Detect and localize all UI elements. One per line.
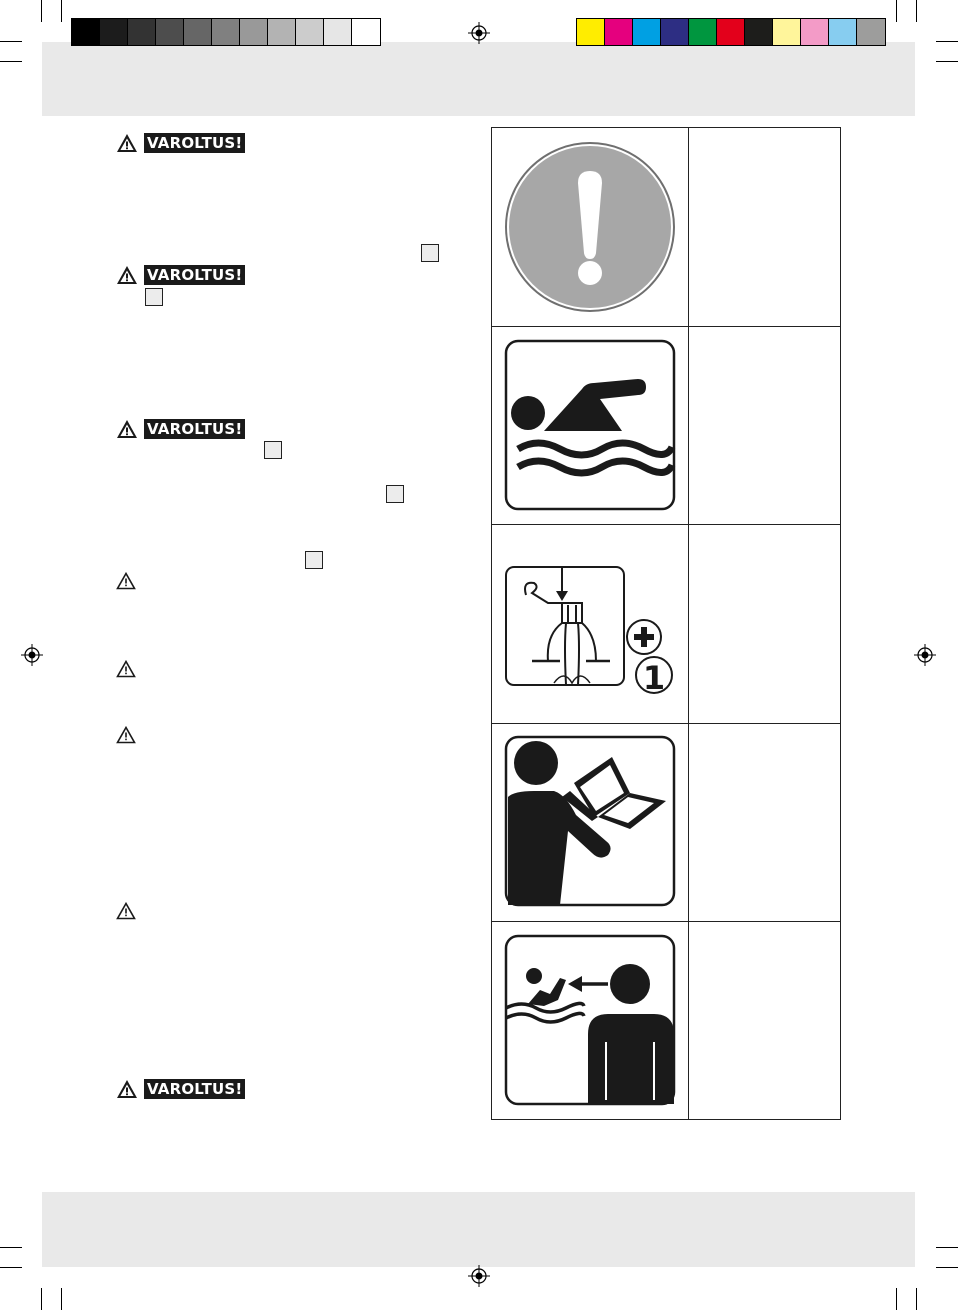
warning-triangle-icon: [116, 419, 138, 439]
color-swatch: [633, 19, 661, 45]
color-swatch: [689, 19, 717, 45]
valve-icon: [504, 565, 678, 695]
color-swatch: [240, 19, 268, 45]
table-divider: [688, 128, 689, 1119]
caution-triangle-icon: [116, 902, 136, 920]
warning-triangle-icon: [116, 133, 138, 153]
warning-label: VAROLTUS!: [144, 1079, 245, 1099]
crop-mark: [936, 1267, 958, 1268]
supervise-child-icon: [504, 934, 676, 1106]
exclamation-icon: [504, 141, 676, 313]
crop-mark: [916, 1288, 917, 1310]
color-swatch: [268, 19, 296, 45]
registration-mark-icon: [21, 644, 43, 666]
crop-mark: [916, 0, 917, 22]
crop-mark: [41, 1288, 42, 1310]
color-swatch: [156, 19, 184, 45]
crop-mark: [61, 1288, 62, 1310]
warning-tag: [116, 265, 245, 285]
registration-mark-icon: [468, 1265, 490, 1287]
caution-triangle-icon: [116, 572, 136, 590]
read-manual-icon: [504, 735, 676, 907]
crop-mark: [0, 1267, 22, 1268]
crop-mark: [936, 61, 958, 62]
color-swatch: [324, 19, 352, 45]
color-swatch: [661, 19, 689, 45]
color-swatch: [212, 19, 240, 45]
swimmer-icon: [504, 339, 676, 511]
color-swatch: [577, 19, 605, 45]
color-swatch: [128, 19, 156, 45]
caution-triangle-icon: [116, 726, 136, 744]
crop-mark: [896, 1288, 897, 1310]
color-swatch: [801, 19, 829, 45]
warning-tag: [116, 419, 245, 439]
color-swatch: [605, 19, 633, 45]
crop-mark: [936, 1247, 958, 1248]
color-swatch: [829, 19, 857, 45]
reference-box: [421, 244, 439, 262]
reference-box: [264, 441, 282, 459]
crop-mark: [896, 0, 897, 22]
registration-mark-icon: [468, 22, 490, 44]
warning-label: VAROLTUS!: [144, 133, 245, 153]
table-divider: [492, 524, 840, 525]
crop-mark: [41, 0, 42, 22]
color-swatch: [184, 19, 212, 45]
warning-triangle-icon: [116, 1079, 138, 1099]
crop-mark: [61, 0, 62, 22]
table-divider: [492, 326, 840, 327]
safety-pictogram-table: [491, 127, 841, 1120]
crop-mark: [0, 1247, 22, 1248]
color-swatch: [296, 19, 324, 45]
warning-label: VAROLTUS!: [144, 265, 245, 285]
color-swatch: [857, 19, 885, 45]
color-swatch: [72, 19, 100, 45]
color-swatch: [100, 19, 128, 45]
footer-band: [42, 1192, 915, 1267]
grayscale-color-bar: [71, 18, 381, 46]
warning-tag: [116, 1079, 245, 1099]
warning-triangle-icon: [116, 265, 138, 285]
color-swatch: [717, 19, 745, 45]
color-swatch: [773, 19, 801, 45]
color-swatch: [745, 19, 773, 45]
caution-triangle-icon: [116, 660, 136, 678]
registration-mark-icon: [914, 644, 936, 666]
warning-tag: [116, 133, 245, 153]
crop-mark: [936, 41, 958, 42]
crop-mark: [0, 61, 22, 62]
color-swatch: [352, 19, 380, 45]
warning-label: VAROLTUS!: [144, 419, 245, 439]
process-color-bar: [576, 18, 886, 46]
reference-box: [386, 485, 404, 503]
table-divider: [492, 921, 840, 922]
crop-mark: [0, 41, 22, 42]
reference-box: [305, 551, 323, 569]
table-divider: [492, 723, 840, 724]
valve-step-number: 1: [642, 659, 666, 695]
header-band: [42, 42, 915, 116]
reference-box: [145, 288, 163, 306]
